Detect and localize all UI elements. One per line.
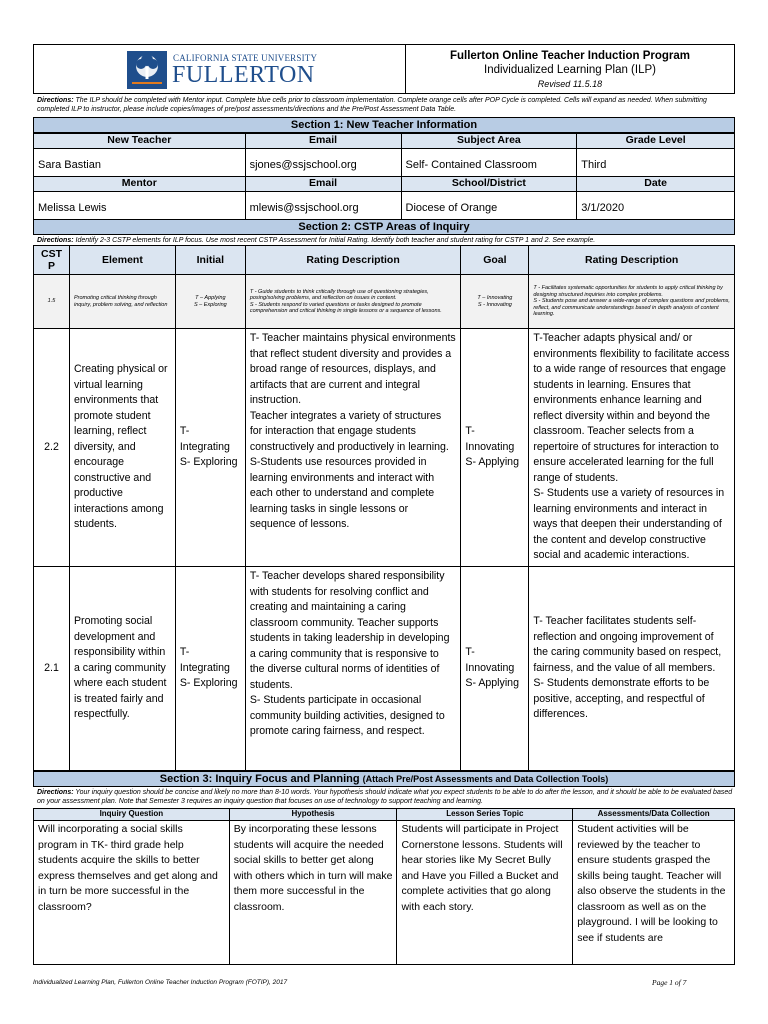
cstp-rating: T- Teacher maintains physical environments that reflect student diversity and provides a broad range of resources, displays, and artifacts that are current and integral instruction. Teacher integrates a variety of structures for interaction that engage students constructively and productively in learning. S-Students use resources provided in learning environments and interact with each other to understand and complete learning tasks in single lessons or sequence of lessons. (245, 329, 461, 567)
cstp-goal-rating: T-Teacher adapts physical and/ or environments flexibility to facilitate access to a wide range of resources that engage students in learning. Ensures that environments enhance learning and reflect diversity within and beyond the classroom. Teacher selects from a repertoire of structures for interaction to ensure accelerated learning for the full range of students. S- Students use a variety of resources in learning environments and interact in ways that deepen their understanding of the content and develop constructive social and academic interactions. (529, 329, 735, 567)
logo-cell (34, 45, 406, 94)
header-email: Email (245, 134, 401, 149)
header-rating-description: Rating Description (245, 246, 461, 275)
program-cell (406, 45, 735, 94)
cstp-element: Creating physical or virtual learning environments that promote student learning, reflect diversity, and encourage constructive and productive interactions among students. (69, 329, 175, 567)
directions-text: The ILP should be completed with Mentor input. Complete blue cells prior to classroom implementation. Complete orange cells after POP Cycle is completed. Cells will expand as needed. When submitting completed ILP to instructor, please include copies/images of pre/post assessments/directions and the Pre/Post Assessment Data Table. (37, 97, 707, 113)
cstp-row (34, 329, 735, 567)
inquiry-question-value: Will incorporating a social skills program in TK- third grade help students acquire the skills to better express themselves and get along and in turn be more successful in the classroom? (34, 821, 230, 965)
cstp-initial: T- Integrating S- Exploring (175, 329, 245, 567)
footer-left: Individualized Learning Plan, Fullerton Online Teacher Induction Program (FOTIP), 2017 (33, 979, 288, 986)
section3-title: Section 3: Inquiry Focus and Planning (159, 773, 360, 785)
example-rating: T - Guide students to think critically through use of questioning strategies, posing/solving problems, and reflection on issues in content. S - Students respond to varied questions or tasks designed to promote comprehension and critical thinking in single lessons or a sequence of lessons. (245, 275, 461, 329)
section2-title: Section 2: CSTP Areas of Inquiry (33, 219, 735, 235)
lesson-series-topic-value: Students will participate in Project Cornerstone lessons. Students will hear stories like My Secret Bully and Have you Filled a Bucket and complete activities that go along with each story. (397, 821, 573, 965)
university-name-line2: FULLERTON (172, 62, 315, 88)
section2-directions-text: Identify 2-3 CSTP elements for ILP focus. Use most recent CSTP Assessment for Initial Rating. Identify both teacher and student rating for CSTP 1 and 2. See example. (73, 237, 596, 244)
section3-directions (37, 788, 733, 806)
assessments-value: Student activities will be reviewed by the teacher to ensure students grasped the skills being taught. Teacher will also observe the students in the classroom as well as on the playground. I will be looking to see if students are (573, 821, 735, 965)
grade-level-value: Third (577, 149, 735, 177)
example-initial: T – Applying S – Exploring (175, 275, 245, 329)
header-initial: Initial (175, 246, 245, 275)
cstp-rating: T- Teacher develops shared responsibility with students for resolving conflict and creating and maintaining a caring classroom community. Teacher supports students in taking leadership in developing a caring community that is responsive to the diverse cultural norms of identities of students. S- Students participate in occasional community building activities, designed to promote caring fairness, and respect. (245, 567, 461, 771)
school-district-value: Diocese of Orange (401, 192, 577, 220)
section3-directions-label: Directions: (37, 789, 74, 796)
inquiry-table (33, 808, 735, 965)
example-cstp: 1.5 (34, 275, 70, 329)
main-directions (37, 96, 733, 114)
section3-title-bar (33, 771, 735, 787)
header-mentor-email: Email (245, 177, 401, 192)
header-mentor: Mentor (34, 177, 246, 192)
date-value: 3/1/2020 (577, 192, 735, 220)
header-grade-level: Grade Level (577, 134, 735, 149)
mentor-email: mlewis@ssjschool.org (245, 192, 401, 220)
directions-label: Directions: (37, 97, 74, 104)
example-goal: T – Innovating S - Innovating (461, 275, 529, 329)
section2-directions-label: Directions: (37, 237, 74, 244)
header-subject-area: Subject Area (401, 134, 577, 149)
section1-table (33, 133, 735, 220)
cstp-goal: T- Innovating S- Applying (461, 329, 529, 567)
header-date: Date (577, 177, 735, 192)
header-goal-rating-description: Rating Description (529, 246, 735, 275)
section3-directions-text: Your inquiry question should be concise and likely no more than 8-10 words. Your hypothesis should indicate what you expect students to be able to do after the lesson, and it should be able to be evaluated based on your assessment plan. Note that Semester 3 requires an inquiry question that focuses on use of technology to support teaching and learning. (37, 789, 733, 805)
section1-title: Section 1: New Teacher Information (33, 117, 735, 133)
revised-date: Revised 11.5.18 (537, 79, 603, 89)
cstp-number: 2.2 (34, 329, 70, 567)
header-school-district: School/District (401, 177, 577, 192)
example-element: Promoting critical thinking through inquiry, problem solving, and reflection (69, 275, 175, 329)
new-teacher-email: sjones@ssjschool.org (245, 149, 401, 177)
program-name: Fullerton Online Teacher Induction Program (449, 50, 691, 62)
cstp-initial: T- Integrating S- Exploring (175, 567, 245, 771)
header-element: Element (69, 246, 175, 275)
mentor-name: Melissa Lewis (34, 192, 246, 220)
plan-title: Individualized Learning Plan (ILP) (484, 64, 656, 76)
header-table (33, 44, 735, 94)
hypothesis-value: By incorporating these lessons students will acquire the needed social skills to better get along with others which in turn will make them more successful in the classroom. (229, 821, 397, 965)
section3-title-note: (Attach Pre/Post Assessments and Data Collection Tools) (362, 774, 609, 784)
cstp-goal: T- Innovating S- Applying (461, 567, 529, 771)
footer-page-number: Page 1 of 7 (652, 978, 687, 987)
cstp-goal-rating: T- Teacher facilitates students self-reflection and ongoing improvement of the caring community based on respect, fairness, and the value of all members. S- Students demonstrate efforts to be positive, accepting, and respectful of differences. (529, 567, 735, 771)
section2-directions (37, 236, 733, 245)
new-teacher-name: Sara Bastian (34, 149, 246, 177)
cstp-element: Promoting social development and responsibility within a caring community where each student is treated fairly and respectfully. (69, 567, 175, 771)
subject-area-value: Self- Contained Classroom (401, 149, 577, 177)
cstp-table (33, 245, 735, 771)
university-logo (127, 51, 167, 94)
header-goal: Goal (461, 246, 529, 275)
header-lesson-series-topic: Lesson Series Topic (397, 809, 573, 821)
header-inquiry-question: Inquiry Question (34, 809, 230, 821)
header-assessments: Assessments/Data Collection (573, 809, 735, 821)
header-cstp: CST P (34, 246, 70, 275)
university-name-line1: CALIFORNIA STATE UNIVERSITY (173, 53, 318, 63)
tree-seal-icon (127, 51, 167, 89)
cstp-row (34, 567, 735, 771)
example-goal-rating: T - Facilitates systematic opportunities for students to apply critical thinking by designing structured inquiries into complex problems. S - Students pose and answer a wide-range of complex questions and problems, reflect, and communicate understandings based in depth analysis of content learning. (529, 275, 735, 329)
header-new-teacher: New Teacher (34, 134, 246, 149)
cstp-number: 2.1 (34, 567, 70, 771)
header-hypothesis: Hypothesis (229, 809, 397, 821)
